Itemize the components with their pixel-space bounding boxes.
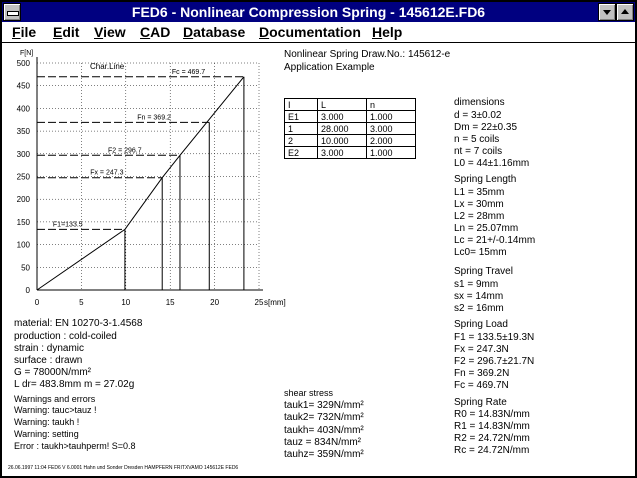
table-cell: E2 [285,147,318,159]
table-cell: 10.000 [318,135,367,147]
spring-travel-value: s1 = 9mm [454,279,499,290]
spring-rate-heading: Spring Rate [454,397,507,408]
material-line: L dr= 483.8mm m = 27.02g [14,379,135,390]
warning-item: Warning: setting [14,429,79,439]
table-cell: 1.000 [367,111,416,123]
shear-stress-value: tauz = 834N/mm² [284,437,361,448]
spring-section-table [284,98,416,159]
chart-grid [37,63,259,290]
material-line: material: EN 10270-3-1.4568 [14,318,143,329]
y-tick-label: 400 [16,104,30,114]
chart-title: Char.Line [90,62,125,71]
y-tick-label: 300 [16,149,30,159]
system-menu-button[interactable] [3,3,21,21]
y-tick-label: 250 [16,172,30,182]
y-axis-label: F[N] [20,50,34,57]
spring-rate-value: R1 = 14.83N/mm [454,421,530,432]
dimension-value: Dm = 22±0.35 [454,122,518,133]
spring-length-value: Lc0= 15mm [454,247,507,258]
table-cell: 2 [285,135,318,147]
spring-travel-value: s2 = 16mm [454,303,504,314]
dimension-value: nt = 7 coils [454,146,503,157]
dimension-value: n = 5 coils [454,134,500,145]
table-cell: 3.000 [318,111,367,123]
menu-database[interactable]: Database [183,24,246,40]
material-line: surface : drawn [14,355,83,366]
material-line: production : cold-coiled [14,331,117,342]
x-tick-label: 20 [210,298,220,307]
title-bar[interactable] [2,2,635,22]
maximize-button[interactable] [616,3,634,21]
material-line: G = 78000N/mm² [14,367,91,378]
chart-labels [17,50,286,307]
spring-load-value: Fx = 247.3N [454,344,509,355]
x-tick-label: 0 [34,298,40,307]
menu-bar [2,22,635,43]
spring-length-value: L1 = 35mm [454,187,505,198]
table-cell: 1 [285,123,318,135]
y-tick-label: 50 [21,263,30,273]
spring-load-value: Fc = 469.7N [454,380,509,391]
shear-stress-value: tauk2= 732N/mm² [284,412,364,423]
table-row [285,147,416,159]
dimensions-heading: dimensions [454,97,505,108]
table-cell: 28.000 [318,123,367,135]
table-header: L [318,99,367,111]
spring-travel-value: sx = 14mm [454,291,504,302]
table-row [285,111,416,123]
table-cell: 1.000 [367,147,416,159]
reference-lines [37,77,244,290]
footer-line: 26.06.1997 11:04 FED6 V 6.0001 Hahn und Sonder Dresden HAMPFERN FRITXVAMO 145612E FED6 [8,465,239,471]
annotation-label: Fx = 247.3 [90,169,124,177]
y-tick-label: 450 [16,81,30,91]
annotation-label: F2 = 296.7 [107,147,142,155]
spring-load-value: F1 = 133.5±19.3N [454,332,535,343]
spring-length-value: Lc = 21+/-0.14mm [454,235,536,246]
y-tick-label: 350 [16,127,30,137]
characteristic-chart [2,43,286,311]
warning-item: Warning: tauc>tauz ! [14,405,97,415]
y-tick-label: 150 [16,217,30,227]
annotation-label: Fc = 469.7 [171,68,206,76]
table-header-row [285,99,416,111]
characteristic-line [37,77,244,290]
table-header: n [367,99,416,111]
annotation-label: Fn = 369.2 [137,114,171,122]
chart-axes [37,57,263,290]
document-area [2,43,635,476]
y-tick-label: 0 [25,286,30,295]
menu-help[interactable]: Help [372,24,403,40]
y-tick-label: 100 [16,240,30,250]
table-cell: 3.000 [367,123,416,135]
table-cell: 3.000 [318,147,367,159]
dimension-value: d = 3±0.02 [454,110,502,121]
spring-length-heading: Spring Length [454,174,517,185]
table-row [285,123,416,135]
window-title: FED6 - Nonlinear Compression Spring - 145612E.FD6 [131,4,486,20]
spring-load-value: F2 = 296.7±21.7N [454,356,535,367]
shear-stress-value: tauhz= 359N/mm² [284,449,364,460]
minimize-button[interactable] [598,3,616,21]
table-row [285,135,416,147]
characteristic-line-path [37,77,244,290]
spring-load-value: Fn = 369.2N [454,368,510,379]
spring-length-value: Lx = 30mm [454,199,504,210]
warning-item: Warning: taukh ! [14,417,80,427]
shear-stress-value: taukh= 403N/mm² [284,425,364,436]
y-tick-label: 500 [16,59,30,68]
menu-edit[interactable]: Edit [53,24,80,40]
minimize-icon [599,4,615,20]
x-axis-label: s[mm] [264,298,286,307]
drawing-header: Nonlinear Spring Draw.No.: 145612-e [284,49,451,60]
spring-rate-value: R2 = 24.72N/mm [454,433,530,444]
menu-view[interactable]: View [94,24,126,40]
maximize-icon [617,4,633,20]
material-line: strain : dynamic [14,343,85,354]
error-item: Error : taukh>tauhperm! S=0.8 [14,441,136,451]
table-cell: E1 [285,111,318,123]
dimension-value: L0 = 44±1.16mm [454,158,530,169]
spring-travel-heading: Spring Travel [454,266,513,277]
shear-stress-heading: shear stress [284,388,334,398]
spring-length-value: L2 = 28mm [454,211,505,222]
y-tick-label: 200 [16,195,30,205]
x-tick-label: 5 [79,298,84,307]
annotation-label: F1=133.5 [52,221,83,229]
menu-cad[interactable]: CAD [140,24,171,40]
spring-rate-value: R0 = 14.83N/mm [454,409,530,420]
table-cell: 2.000 [367,135,416,147]
x-tick-label: 25 [254,298,264,307]
table-header: I [285,99,318,111]
spring-load-heading: Spring Load [454,319,508,330]
drawing-subtitle: Application Example [284,62,375,73]
menu-file[interactable]: File [12,24,37,40]
spring-rate-value: Rc = 24.72N/mm [454,445,530,456]
x-tick-label: 15 [165,298,175,307]
x-tick-label: 10 [121,298,131,307]
menu-documentation[interactable]: Documentation [259,24,361,40]
warnings-heading: Warnings and errors [14,394,96,404]
shear-stress-value: tauk1= 329N/mm² [284,400,364,411]
spring-length-value: Ln = 25.07mm [454,223,519,234]
system-menu-icon [7,11,19,16]
